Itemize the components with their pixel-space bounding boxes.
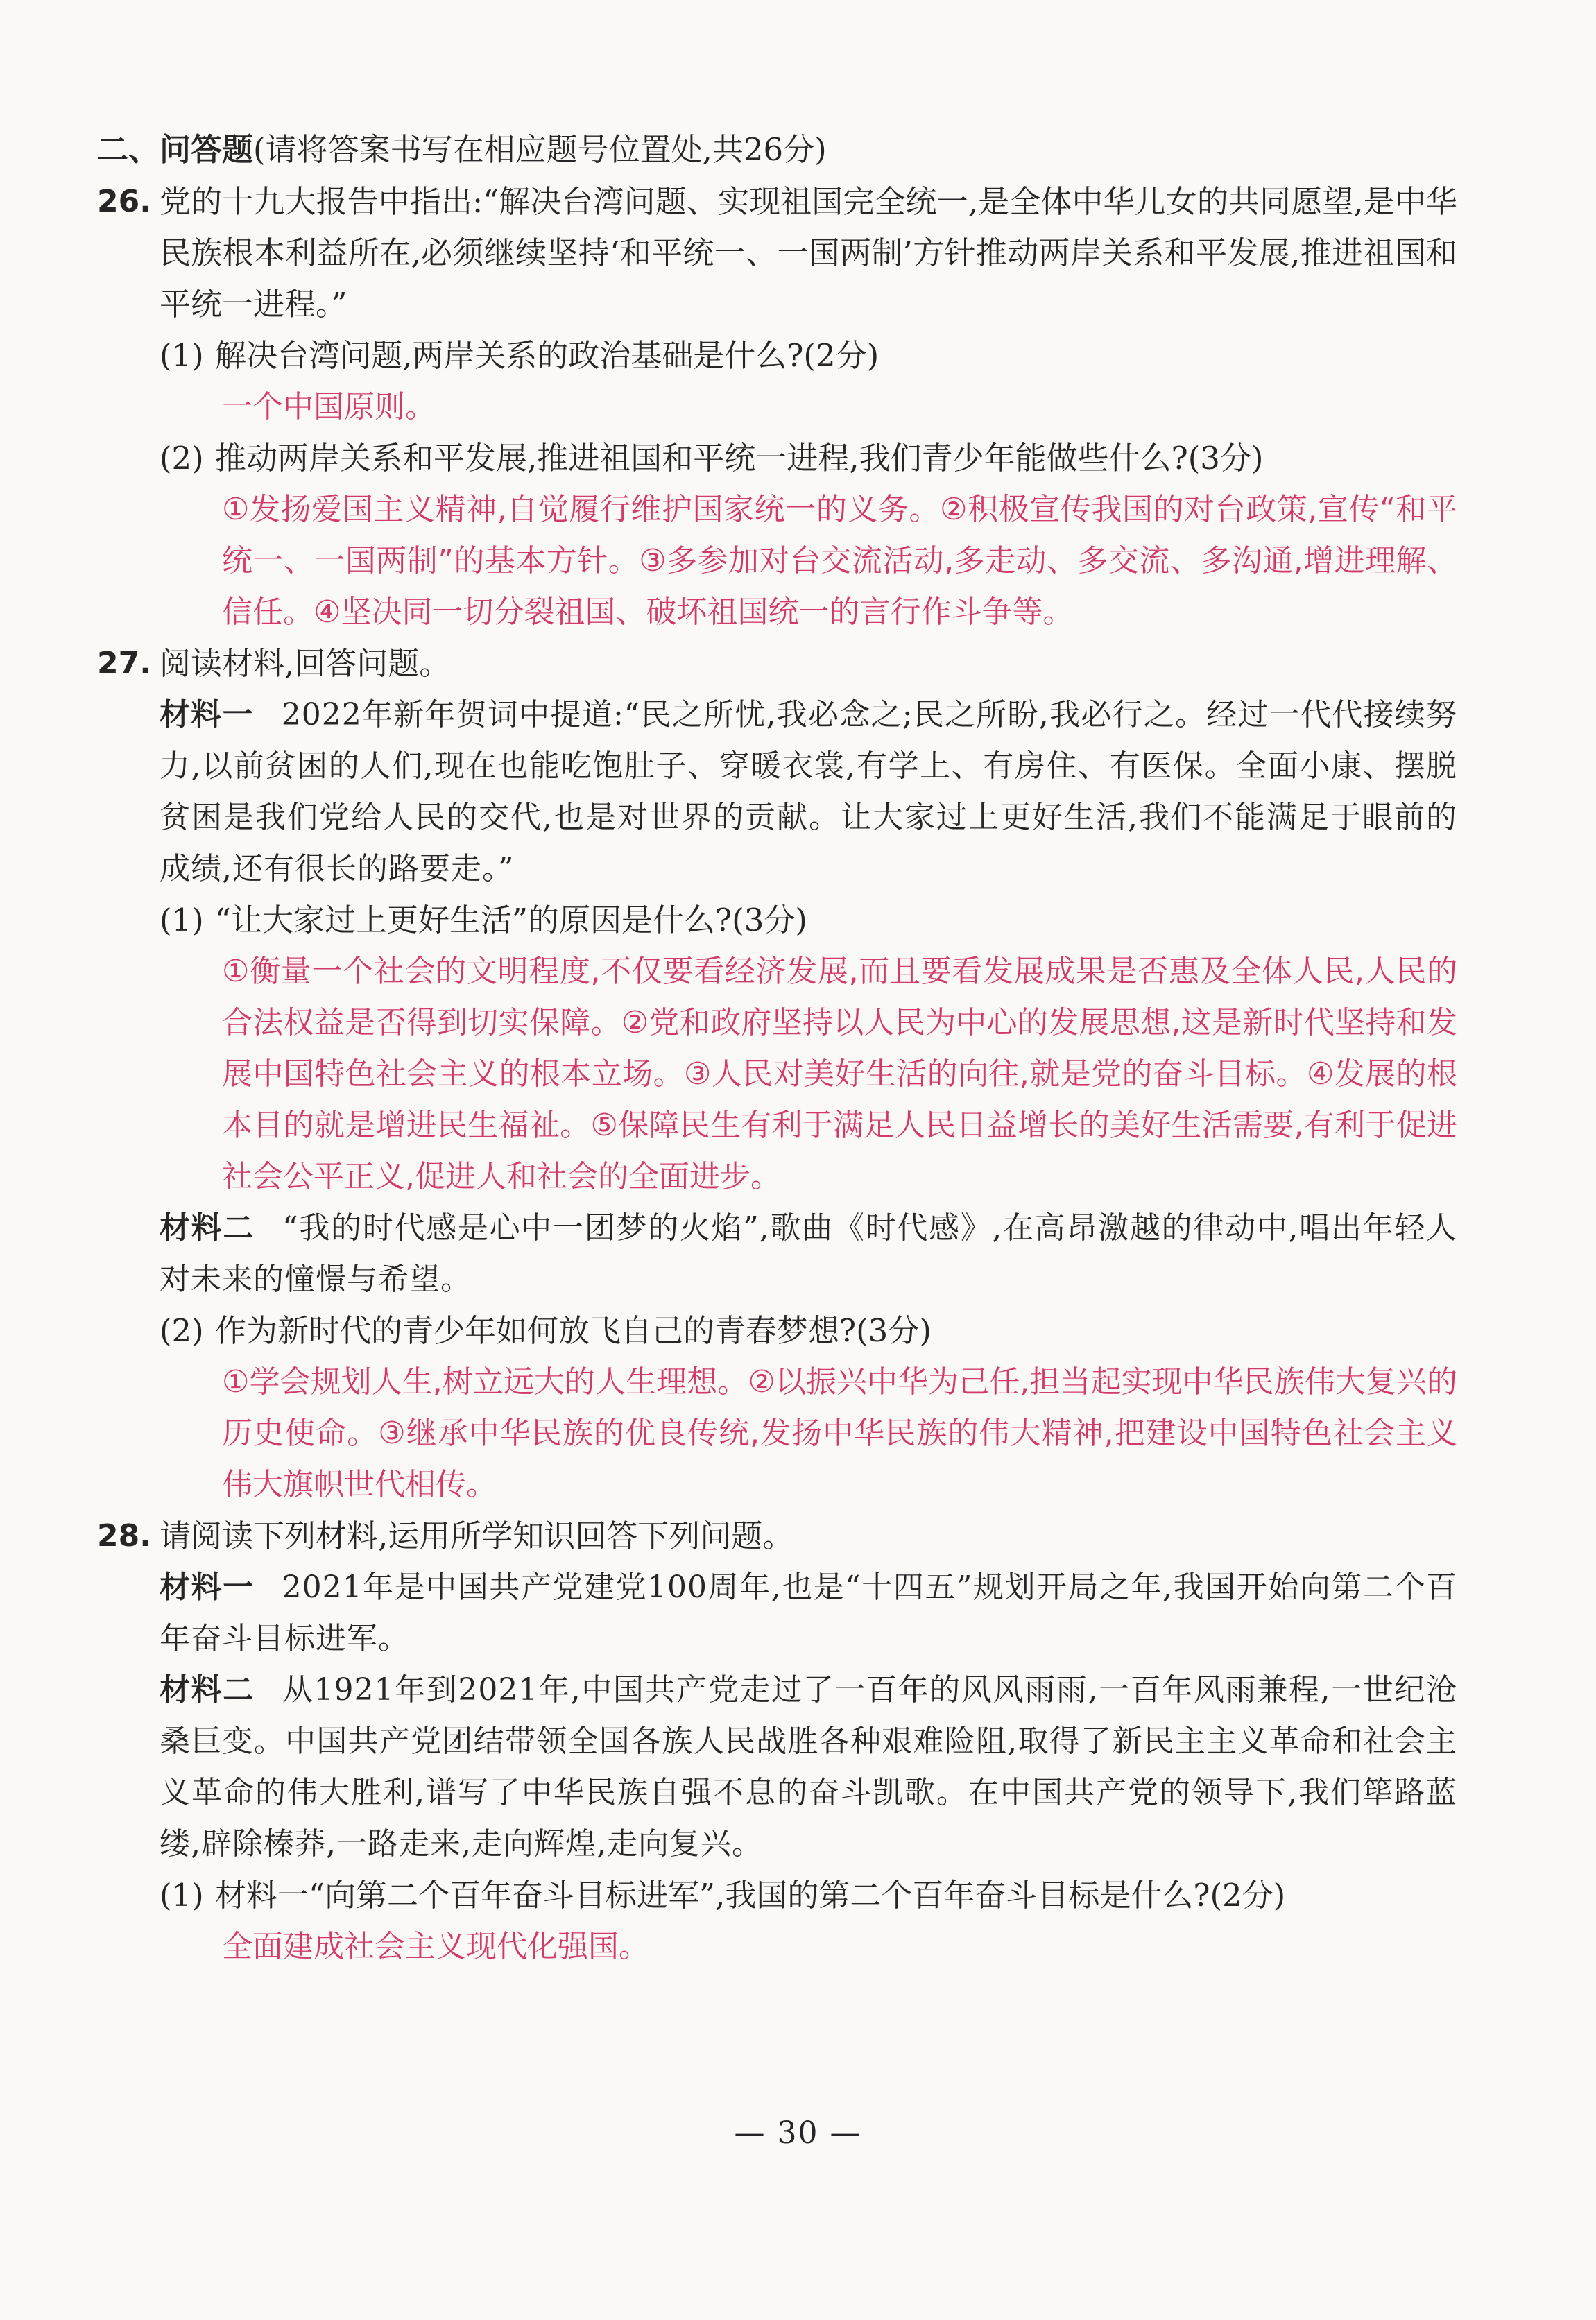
subquestion-26-1 [97, 330, 1457, 381]
section-heading [97, 123, 1457, 176]
subquestion-28-1 [97, 1870, 1457, 1921]
subquestion-26-2 [97, 433, 1457, 484]
question-number: 27. [97, 646, 151, 681]
question-27 [97, 638, 1457, 1511]
material-27-1 [160, 689, 1457, 895]
subquestion-27-1 [97, 895, 1457, 946]
question-26 [97, 176, 1457, 638]
answer-28-1: 全面建成社会主义现代化强国。 [222, 1929, 649, 1964]
question-stem: 党的十九大报告中指出:“解决台湾问题、实现祖国完全统一,是全体中华儿女的共同愿望,是中华民族根本利益所在,必须继续坚持‘和平统一、一国两制’方针推动两岸关系和平发展,推进祖国和平统一进程。” [160, 183, 1457, 323]
subquestion-text: “让大家过上更好生活”的原因是什么?(3分) [215, 902, 807, 938]
subquestion-text: 推动两岸关系和平发展,推进祖国和平统一进程,我们青少年能做些什么?(3分) [215, 440, 1264, 476]
section-note: (请将答案书写在相应题号位置处,共26分) [253, 131, 827, 168]
page-number: — 30 — [734, 2115, 862, 2151]
material-27-2 [160, 1203, 1457, 1305]
material-label: 材料二 [160, 1210, 255, 1246]
subquestion-text: 解决台湾问题,两岸关系的政治基础是什么?(2分) [215, 337, 879, 374]
material-label: 材料二 [160, 1672, 255, 1708]
material-label: 材料一 [160, 1570, 255, 1605]
subquestion-number: (1) [160, 337, 204, 374]
answer-27-2: ①学会规划人生,树立远大的人生理想。②以振兴中华为己任,担当起实现中华民族伟大复兴的历史使命。③继承中华民族的优良传统,发扬中华民族的伟大精神,把建设中国特色社会主义伟大旗帜世代相传。 [222, 1364, 1457, 1502]
material-28-1 [160, 1562, 1457, 1665]
subquestion-27-2 [97, 1305, 1457, 1357]
material-text: 从1921年到2021年,中国共产党走过了一百年的风风雨雨,一百年风雨兼程,一世纪沧桑巨变。中国共产党团结带领全国各族人民战胜各种艰难险阻,取得了新民主主义革命和社会主义革命的伟大胜利,谱写了中华民族自强不息的奋斗凯歌。在中国共产党的领导下,我们筚路蓝缕,辟除榛莽,一路走来,走向辉煌,走向复兴。 [160, 1672, 1457, 1862]
material-28-2 [160, 1665, 1457, 1870]
subquestion-number: (2) [160, 1312, 204, 1349]
subquestion-number: (2) [160, 440, 204, 476]
question-number: 26. [97, 184, 151, 219]
answer-26-1: 一个中国原则。 [222, 389, 436, 424]
material-text: “我的时代感是心中一团梦的火焰”,歌曲《时代感》,在高昂激越的律动中,唱出年轻人对未来的憧憬与希望。 [160, 1210, 1458, 1297]
question-stem: 阅读材料,回答问题。 [160, 645, 451, 682]
material-label: 材料一 [160, 697, 254, 732]
material-text: 2021年是中国共产党建党100周年,也是“十四五”规划开局之年,我国开始向第二个百年奋斗目标进军。 [160, 1570, 1457, 1656]
section-title: 二、问答题 [97, 131, 254, 168]
subquestion-number: (1) [160, 902, 204, 938]
subquestion-text: 材料一“向第二个百年奋斗目标进军”,我国的第二个百年奋斗目标是什么?(2分) [215, 1877, 1286, 1914]
subquestion-number: (1) [160, 1877, 204, 1914]
question-stem: 请阅读下列材料,运用所学知识回答下列问题。 [160, 1518, 794, 1554]
question-28 [97, 1511, 1457, 1973]
material-text: 2022年新年贺词中提道:“民之所忧,我必念之;民之所盼,我必行之。经过一代代接续努力,以前贫困的人们,现在也能吃饱肚子、穿暖衣裳,有学上、有房住、有医保。全面小康、摆脱贫困是我们党给人民的交代,也是对世界的贡献。让大家过上更好生活,我们不能满足于眼前的成绩,还有很长的路要走。” [160, 697, 1458, 886]
subquestion-text: 作为新时代的青少年如何放飞自己的青春梦想?(3分) [215, 1312, 932, 1349]
question-number: 28. [97, 1518, 151, 1554]
answer-26-2: ①发扬爱国主义精神,自觉履行维护国家统一的义务。②积极宣传我国的对台政策,宣传“和平统一、一国两制”的基本方针。③多参加对台交流活动,多走动、多交流、多沟通,增进理解、信任。④坚决同一切分裂祖国、破坏祖国统一的言行作斗争等。 [222, 492, 1457, 630]
answer-27-1: ①衡量一个社会的文明程度,不仅要看经济发展,而且要看发展成果是否惠及全体人民,人民的合法权益是否得到切实保障。②党和政府坚持以人民为中心的发展思想,这是新时代坚持和发展中国特色社会主义的根本立场。③人民对美好生活的向往,就是党的奋斗目标。④发展的根本目的就是增进民生福祉。⑤保障民生有利于满足人民日益增长的美好生活需要,有利于促进社会公平正义,促进人和社会的全面进步。 [222, 954, 1457, 1194]
